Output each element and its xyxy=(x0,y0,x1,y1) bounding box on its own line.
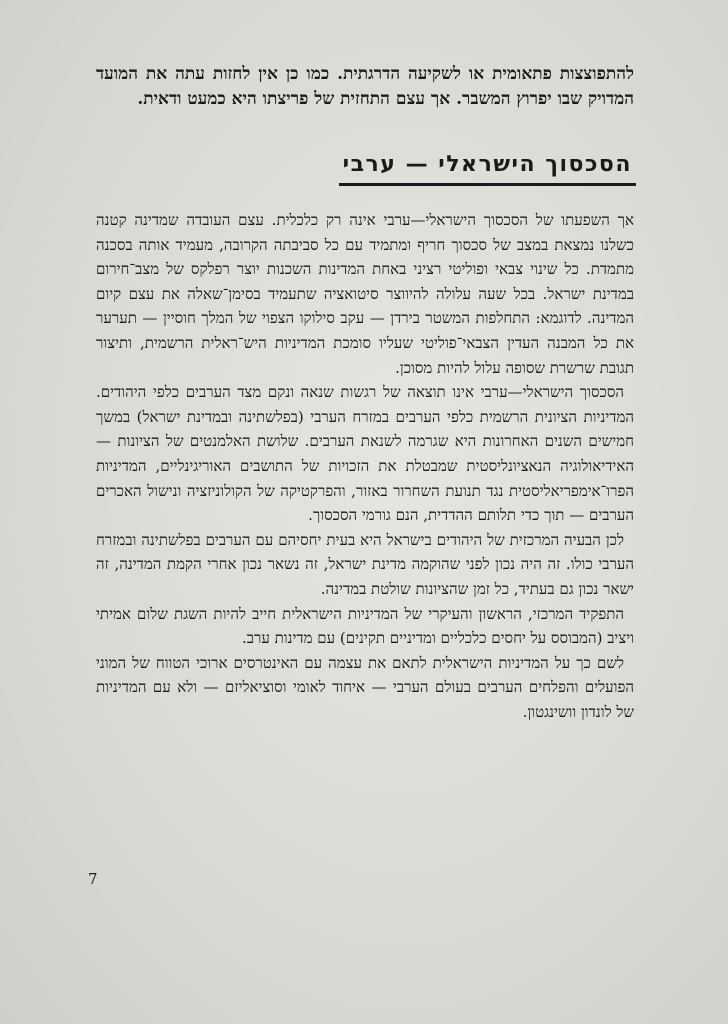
paragraph: לשם כך על המדיניות הישראלית לתאם את עצמה עם האינטרסים ארוכי הטווח של המוני הפועלים והפלחים הערבים בעולם הערבי — איחוד לאומי וסוציאליזם — ולא עם המדיניות של לונדון וושינגטון. xyxy=(96,653,634,721)
paragraph: לכן הבעיה המרכזית של היהודים בישראל היא בעית יחסיהם עם הערבים בפלשתינה ובמזרח הערבי כולו. זה היה נכון לפני שהוקמה מדינת ישראל, זה נשאר נכון אחרי הקמת המדינה, זה ישאר נכון גם בעתיד, כל זמן שהציונות שולטת במדינה. xyxy=(96,530,634,598)
paragraph: אך השפעתו של הסכסוך הישראלי—ערבי אינה רק כלכלית. עצם העובדה שמדינה קטנה כשלנו נמצאת במצב של סכסוך חריף ומתמיד עם כל סביבתה הקרובה, מעמיד אותה בסכנה מתמדת. כל שינוי צבאי ופוליטי רציני באחת המדינות השכנות יוצר רפלקס של מצב־חירום במדינת ישראל. בכל שעה עלולה להיווצר סיטואציה שתעמיד בסימן־שאלה את עצם קיום המדינה. לדוגמא: התחלפות המשטר בירדן — עקב סילוקו הצפוי של המלך חוסיין — תערער את כל המבנה העדין הצבאי־פוליטי שעליו סומכת המדיניות היש־ראלית הרשמית, ותיצור תגובת שרשרת שסופה עלול להיות מסוכן. xyxy=(96,211,634,377)
section-heading: הסכסוך הישראלי — ערבי xyxy=(339,150,636,186)
body-text xyxy=(96,208,634,724)
section-heading-block xyxy=(339,150,636,186)
page-number: 7 xyxy=(88,870,98,888)
paragraph: הסכסוך הישראלי—ערבי אינו תוצאה של רגשות שנאה ונקם מצד הערבים כלפי היהודים. המדיניות הציונית הרשמית כלפי הערבים במזרח הערבי (בפלשתינה ובמדינת ישראל) במשך חמישים השנים האחרונות היא שגרמה לשנאת הערבים. שלושת האלמנטים של הציונות — האידיאולוגיה הנאציונליסטית שמבטלת את הזכויות של התושבים האוריגינליים, המדיניות הפרו־אימפריאליסטית נגד תנועת השחרור באזור, והפרקטיקה של הקולוניזציה ונישול האכרים הערבים — תוך כדי תלותם ההדדית, הנם גורמי הסכסוך. xyxy=(96,383,634,525)
paragraph: התפקיד המרכזי, הראשון והעיקרי של המדיניות הישראלית חייב להיות השגת שלום אמיתי ויציב (המבוסס על יחסים כלכליים ומדיניים תקינים) עם מדינות ערב. xyxy=(96,604,634,648)
intro-paragraph: להתפוצצות פתאומית או לשקיעה הדרגתית. כמו כן אין לחזות עתה את המועד המדויק שבו יפרוץ המשבר. אך עצם התחזית של פריצתו היא כמעט ודאית. xyxy=(96,64,634,109)
